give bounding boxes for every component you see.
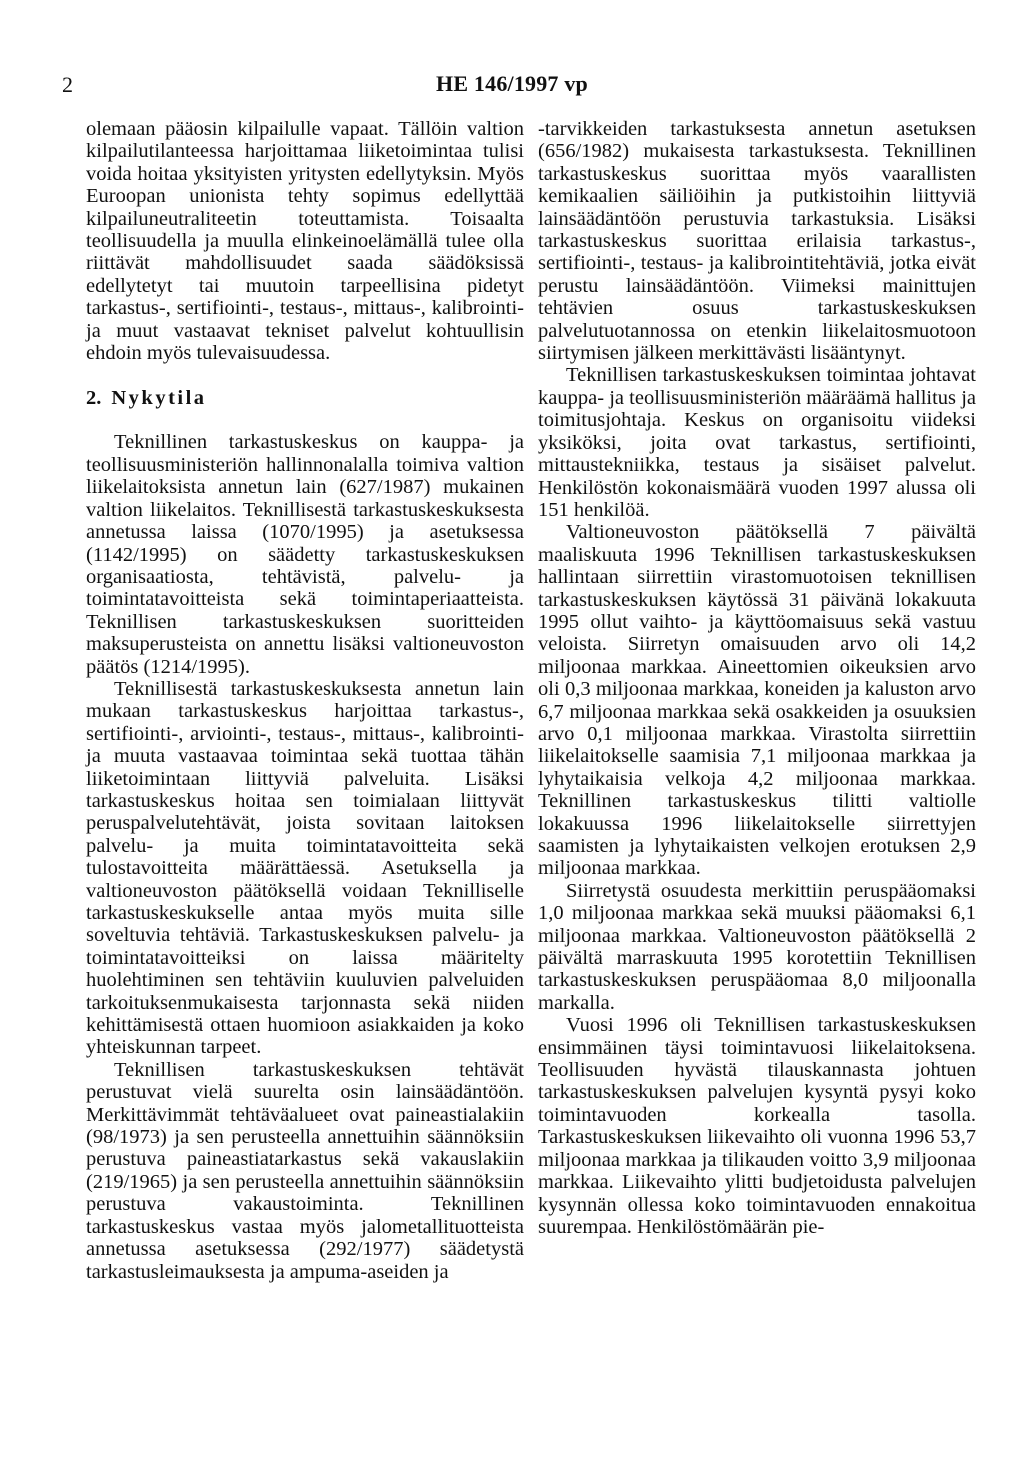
paragraph-management: Teknillisen tarkastuskeskuksen toimintaa johtavat kauppa- ja teollisuusministeriön määräämä hallitus ja toimitusjohtaja. Keskus on organisoitu viideksi yksiköksi, joita ovat tarkastus, sertifiointi, mittaustekniikka, testaus ja sisäiset palvelut. Henkilöstön kokonaismäärä vuoden 1997 alussa oli 151 henkilöä. — [538, 364, 976, 521]
right-column — [538, 118, 976, 1238]
paragraph-asset-transfer: Valtioneuvoston päätöksellä 7 päivältä maaliskuuta 1996 Teknillisen tarkastuskeskuksen hallintaan siirrettiin virastomuotoisen teknillisen tarkastuskeskuksen käytössä 31 päivänä lokakuuta 1995 ollut vaihto- ja käyttöomaisuus sekä vastuu veloista. Siirretyn omaisuuden arvo oli 14,2 miljoonaa markkaa. Aineettomien oikeuksien arvo oli 0,3 miljoonaa markkaa, koneiden ja kaluston arvo 6,7 miljoonaa markkaa sekä osakkeiden ja osuuksien arvo 0,1 miljoonaa markkaa. Virastolta siirrettiin liikelaitokselle saamisia 7,1 miljoonaa markkaa ja lyhytaikaisia velkoja 4,2 miljoonaa markkaa. Teknillinen tarkastuskeskus tilitti valtiolle lokakuussa 1996 liikelaitokselle siirrettyjen saamisten ja lyhytaikaisten velkojen erotuksen 2,9 miljoonaa markkaa. — [538, 521, 976, 880]
document-id-header: HE 146/1997 vp — [436, 71, 588, 96]
section-title: Nykytila — [111, 387, 207, 410]
continued-paragraph: -tarvikkeiden tarkastuksesta annetun asetuksen (656/1982) mukaisesta tarkastuksesta. Teknillinen tarkastuskeskus suorittaa myös vaarallisten kemikaalien säiliöihin ja putkistoihin liittyviä lainsäädäntöön perustuvia tarkastuksia. Lisäksi tarkastuskeskus suorittaa erilaisia tarkastus-, sertifiointi-, testaus- ja kalibrointitehtäviä, jotka eivät perustu lainsäädäntöön. Viimeksi mainittujen tehtävien osuus tarkastuskeskuksen palvelutuotannossa on etenkin liikelaitosmuotoon siirtymisen jälkeen merkittävästi lisääntynyt. — [538, 118, 976, 365]
left-column — [86, 118, 524, 1283]
paragraph-legislation: Teknillisen tarkastuskeskuksen tehtävät perustuvat vielä suurelta osin lainsäädäntöön. Merkittävimmät tehtäväalueet ovat paineastialakiin (98/1973) ja sen perusteella annettuihin säännöksiin perustuva paineastiatarkastus sekä vakauslakiin (219/1965) ja sen perusteella annettuihin säännöksiin perustuva vakaustoiminta. Teknillinen tarkastuskeskus vastaa myös jalometallituotteista annetussa asetuksessa (292/1977) säädetystä tarkastusleimauksesta ja ampuma-aseiden ja — [86, 1058, 524, 1283]
paragraph-duties: Teknillisestä tarkastuskeskuksesta annetun lain mukaan tarkastuskeskus harjoittaa tarkastus-, sertifiointi-, arviointi-, testaus-, mittaus-, kalibrointi- ja muuta vastaavaa toimintaa sekä tuottaa tähän liiketoimintaan liittyviä palveluita. Lisäksi tarkastuskeskus hoitaa sen toimialaan liittyvät peruspalvelutehtävät, joista sovitaan laitoksen palvelu- ja muita toimintatavoitteita sekä tulostavoitteita määrättäessä. Asetuksella ja valtioneuvoston päätöksellä voidaan Teknilliselle tarkastuskeskukselle antaa myös muita sille soveltuvia tehtäviä. Tarkastuskeskuksen palvelu- ja toimintatavoitteiksi on laissa määritelty huolehtiminen sen tehtäviin kuuluvien palveluiden tarkoituksenmukaisesta tarjonnasta sekä niiden kehittämisestä ottaen huomioon asiakkaiden ja koko yhteiskunnan tarpeet. — [86, 677, 524, 1059]
paragraph-financials-1996: Vuosi 1996 oli Teknillisen tarkastuskeskuksen ensimmäinen täysi toimintavuosi liikelaitoksena. Teollisuuden hyvästä tilauskannasta johtuen tarkastuskeskuksen palvelujen kysyntä pysyi koko toimintavuoden korkealla tasolla. Tarkastuskeskuksen liikevaihto oli vuonna 1996 53,7 miljoonaa markkaa ja tilikauden voitto 3,9 miljoonaa markkaa. Liikevaihto ylitti budjetoidusta palvelujen kysynnän ollessa koko toimintavuoden ennakoitua suurempaa. Henkilöstömäärän pie- — [538, 1014, 976, 1238]
section-number: 2. — [86, 387, 102, 410]
page-number: 2 — [62, 72, 73, 97]
paragraph-legal-status: Teknillinen tarkastuskeskus on kauppa- ja teollisuusministeriön hallinnonalalla toimiva valtion liikelaitoksista annetun lain (627/1987) mukainen valtion liikelaitos. Teknillisestä tarkastuskeskuksesta annetussa laissa (1070/1995) ja asetuksessa (1142/1995) on säädetty tarkastuskeskuksen organisaatiosta, tehtävistä, palvelu- ja toimintatavoitteista sekä toimintaperiaatteista. Teknillisen tarkastuskeskuksen suoritteiden maksuperusteista on annettu lisäksi valtioneuvoston päätös (1214/1995). — [86, 431, 524, 678]
paragraph-capital: Siirretystä osuudesta merkittiin peruspääomaksi 1,0 miljoonaa markkaa sekä muuksi pääomaksi 6,1 miljoonaa markkaa. Valtioneuvoston päätöksellä 2 päivältä marraskuuta 1995 korotettiin Teknillisen tarkastuskeskuksen peruspääomaa 8,0 miljoonalla markalla. — [538, 879, 976, 1014]
section-heading — [86, 386, 524, 410]
intro-paragraph: olemaan pääosin kilpailulle vapaat. Tällöin valtion kilpailutilanteessa harjoittamaa liiketoimintaa tulisi voida hoitaa yksityisten yritysten edellytyksin. Myös Euroopan unionista tehty sopimus edellyttää kilpailuneutraliteetin toteuttamista. Toisaalta teollisuudella ja muulla elinkeinoelämällä tulee olla riittävät mahdollisuudet saada säädöksissä edellytetyt tai muutoin tarpeellisina pidetyt tarkastus-, sertifiointi-, testaus-, mittaus-, kalibrointi- ja muut vastaavat tekniset palvelut kohtuullisin ehdoin myös tulevaisuudessa. — [86, 118, 524, 365]
